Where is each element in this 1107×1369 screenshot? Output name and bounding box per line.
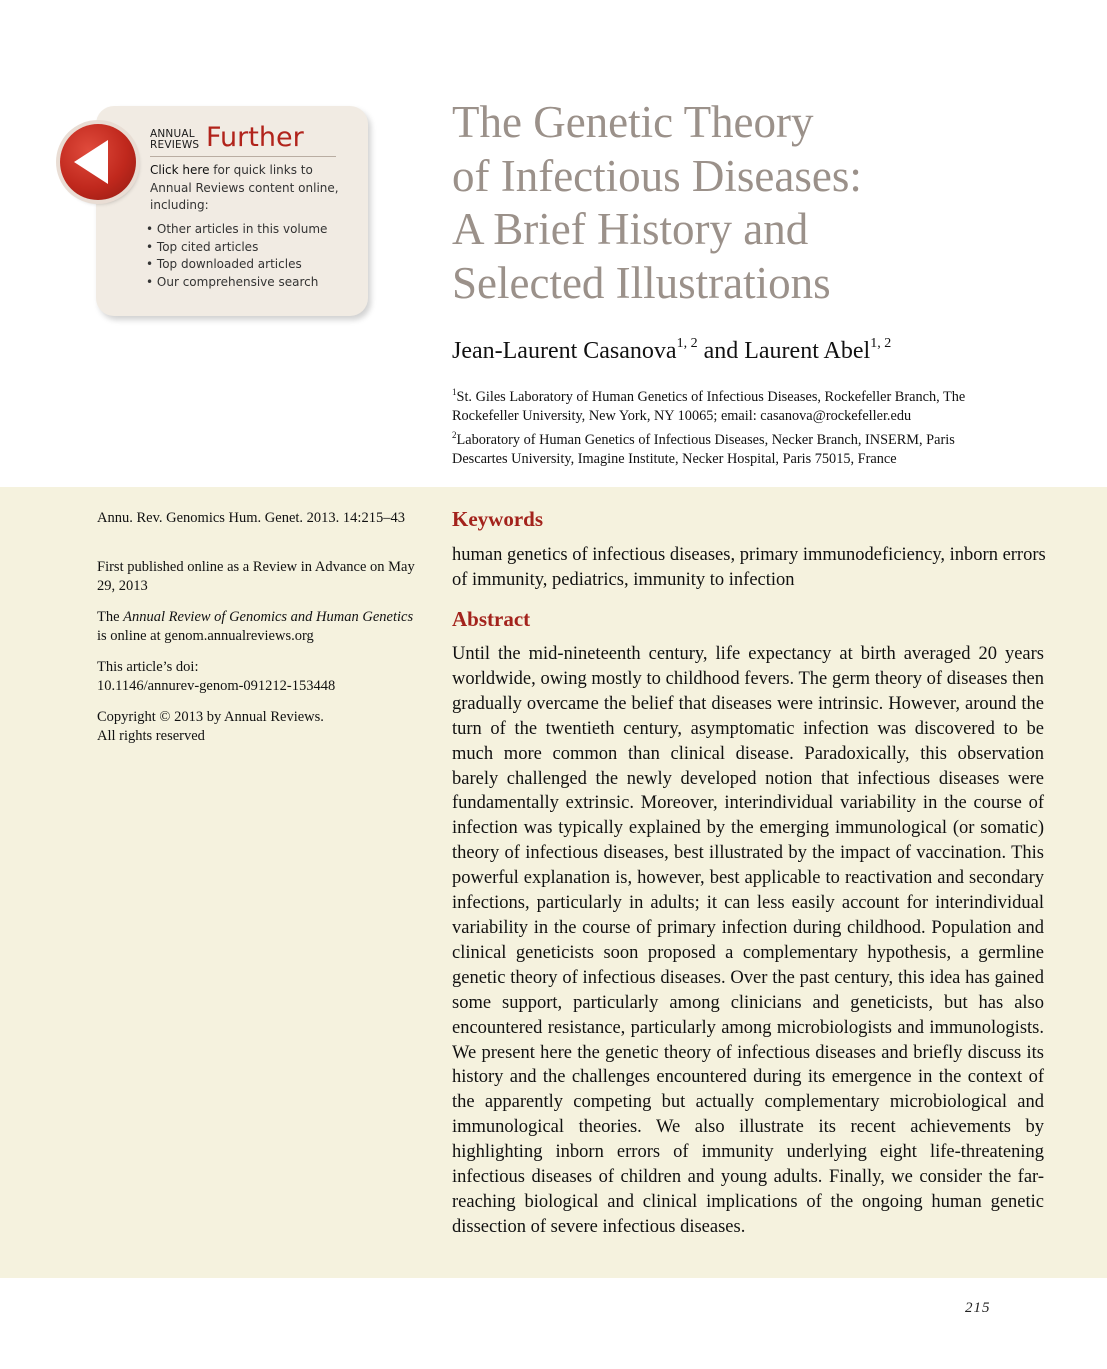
page-number: 215	[965, 1300, 991, 1316]
further-link-search[interactable]: • Our comprehensive search	[146, 274, 327, 292]
author-name: Jean-Laurent Casanova	[452, 338, 677, 364]
affiliation-number: 1	[452, 387, 457, 397]
doi-label: This article’s doi:	[97, 659, 199, 675]
affiliation	[452, 426, 1012, 469]
copyright-text: Copyright © 2013 by Annual Reviews.	[97, 709, 324, 725]
title-line: Selected Illustrations	[452, 257, 831, 308]
further-divider	[150, 156, 336, 157]
further-links-list	[146, 221, 327, 291]
further-description-text: for quick links to Annual Reviews content online, including:	[150, 163, 339, 212]
doi-info	[97, 658, 417, 696]
journal-name: Annual Review of Genomics and Human Genetics	[123, 609, 414, 625]
author-affiliation-marker: 1, 2	[870, 336, 892, 351]
journal-prefix: The	[97, 609, 124, 625]
logo-reviews-text: REVIEWS	[150, 139, 200, 151]
abstract-text: Until the mid-nineteenth century, life expectancy at birth averaged 20 years worldwide, owing mostly to childhood fevers. The germ theory of diseases then gradually overcame the belief that diseases were intrinsic. However, around the turn of the twentieth century, asymptomatic infection was discovered to be much more common than clinical disease. Paradoxically, this observation barely challenged the newly developed notion that infectious diseases were fundamentally extrinsic. Moreover, interindividual variability in the course of infection was typically explained by the emerging immunological (or somatic) theory of infectious diseases, best illustrated by the impact of vaccination. This powerful explanation is, however, best applicable to reactivation and secondary infections, particularly in adults; it can less easily account for interindividual variability in the course of primary infection during childhood. Population and clinical geneticists soon proposed a complementary hypothesis, a germline genetic theory of infectious diseases. Over the past century, this idea has gained some support, particularly among clinicians and geneticists, but has also encountered resistance, particularly among microbiologists and immunologists. We present here the genetic theory of infectious diseases and briefly discuss its history and the challenges encountered during its emergence in the context of the apparently competing but actually complementary microbiological and immunological theories. We also illustrate its recent achievements by highlighting inborn errors of immunity underlying eight life-threatening infectious diseases of children and young adults. Finally, we consider the far-reaching biological and clinical implications of the ongoing human genetic dissection of severe infectious diseases.	[452, 644, 1044, 1237]
affiliation-number: 2	[452, 430, 457, 440]
affiliation-text: Laboratory of Human Genetics of Infectious Diseases, Necker Branch, INSERM, Paris Descartes University, Imagine Institute, Necker Hospital, Paris 75015, France	[452, 431, 955, 467]
click-here-link[interactable]: Click here	[150, 163, 210, 177]
rights-text: All rights reserved	[97, 728, 205, 744]
title-line: A Brief History and	[452, 204, 809, 254]
logo-annual-text: ANNUAL	[150, 128, 195, 140]
doi-value[interactable]: 10.1146/annurev-genom-091212-153448	[97, 678, 336, 694]
further-link-top-downloaded[interactable]: • Top downloaded articles	[146, 256, 327, 274]
journal-url-text: is online at genom.annualreviews.org	[97, 628, 314, 644]
further-link-top-cited[interactable]: • Top cited articles	[146, 239, 327, 257]
title-line: of Infectious Diseases:	[452, 150, 862, 201]
back-arrow-icon[interactable]	[60, 124, 136, 200]
abstract-heading: Abstract	[452, 607, 531, 631]
keywords-heading: Keywords	[452, 507, 543, 531]
author-list	[452, 338, 891, 365]
author-affiliation-marker: 1, 2	[676, 336, 698, 351]
copyright-info	[97, 708, 417, 746]
further-description	[150, 162, 350, 215]
annual-reviews-logo	[150, 129, 199, 151]
further-heading: Further	[206, 122, 304, 153]
further-link-other-articles[interactable]: • Other articles in this volume	[146, 221, 327, 239]
affiliation	[452, 383, 1012, 426]
keywords-text: human genetics of infectious diseases, primary immunodeficiency, inborn errors of immunity, pediatrics, immunity to infection	[452, 545, 1046, 590]
journal-info	[97, 608, 417, 646]
affiliation-text: St. Giles Laboratory of Human Genetics of Infectious Diseases, Rockefeller Branch, The Rockefeller University, New York, NY 10065; email: casanova@rockefeller.edu	[452, 388, 966, 424]
authors-conjunction: and	[703, 338, 739, 364]
title-line: The Genetic Theory	[452, 97, 814, 147]
author-name: Laurent Abel	[744, 338, 871, 364]
publication-date-info: First published online as a Review in Advance on May 29, 2013	[97, 559, 415, 594]
citation-info: Annu. Rev. Genomics Hum. Genet. 2013. 14:215–43	[97, 510, 405, 526]
article-title	[452, 96, 1012, 310]
